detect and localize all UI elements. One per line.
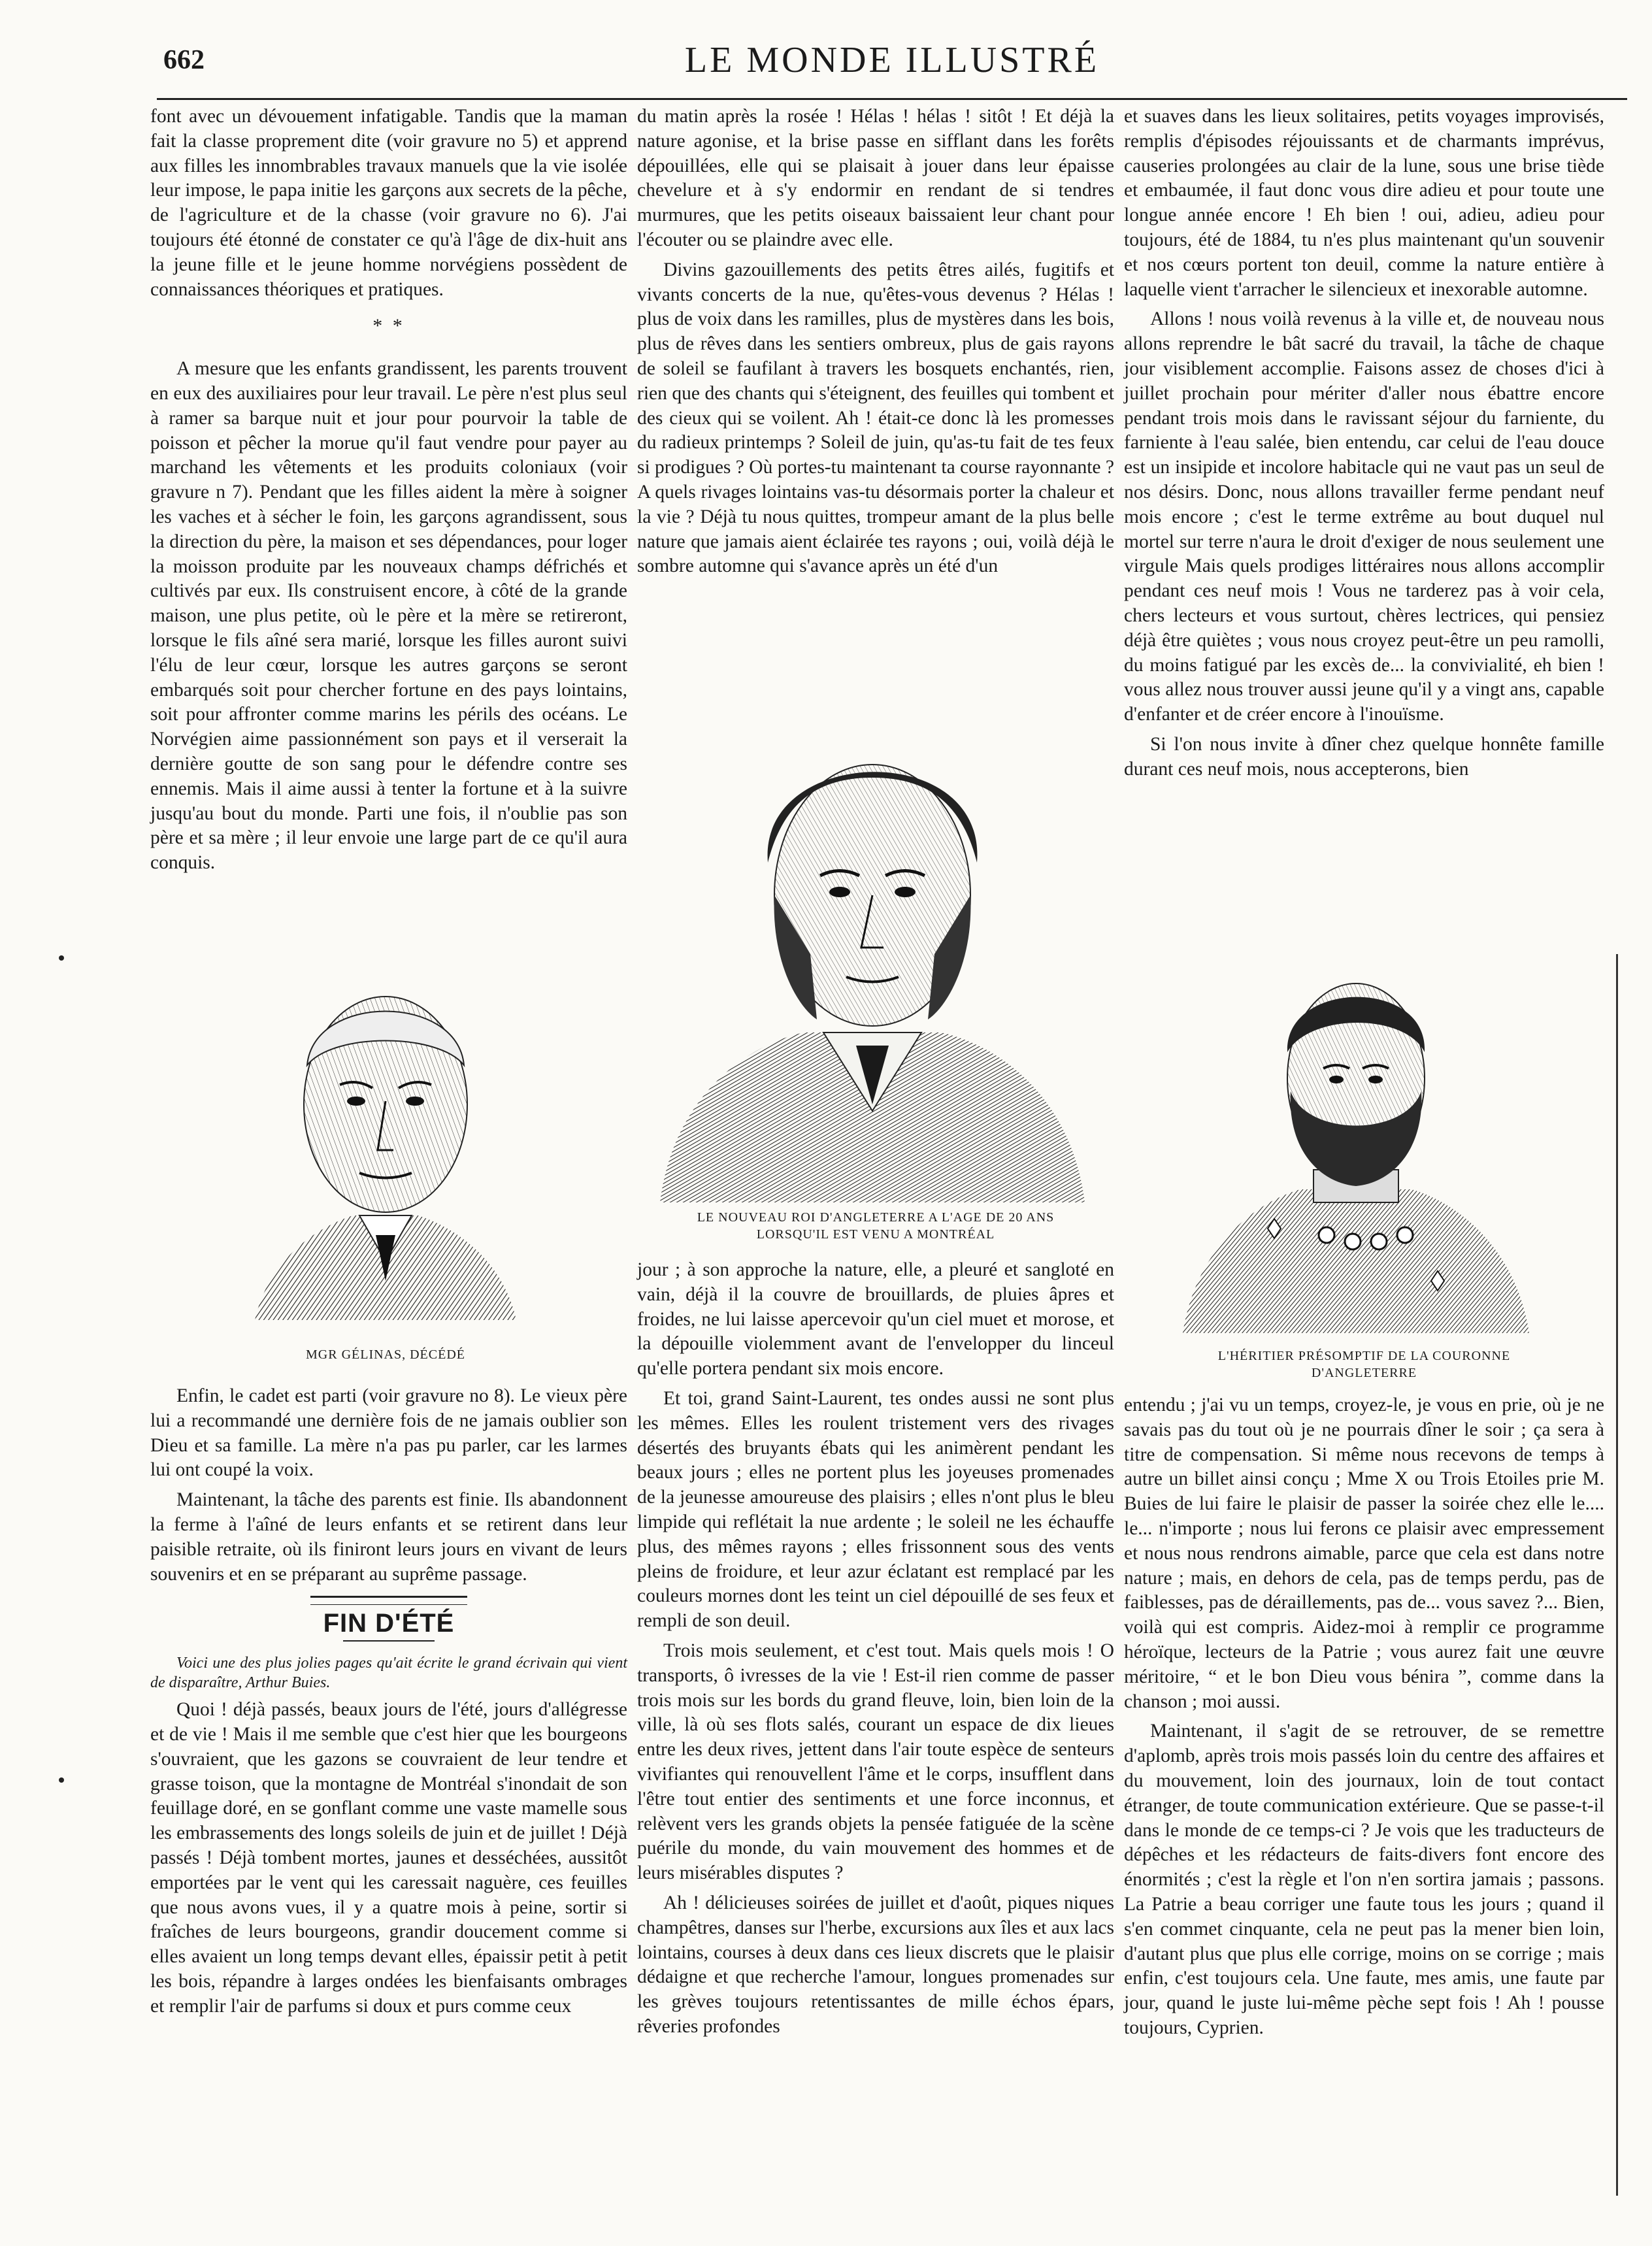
paragraph: Allons ! nous voilà revenus à la ville et, de nouveau nous allons reprendre le bât sacré du travail, la tâche de chaque jour visiblement accomplie. Faisons assez de choses d'ici à juillet prochain pour mériter d'aller nous ébattre encore pendant trois mois dans le ravissant séjour du farniente, du farniente à l'eau salée, bien entendu, car celui de l'eau douce est un insipide et incolore habitacle qui ne vaut pas un seul de nos désirs. Donc, nous allons travailler ferme pendant neuf mois encore ; c'est le terme extrême au bout duquel nul mortel sur terre n'aura le droit d'exiger de nous seulement une virgule Mais quels prodiges littéraires nous allons accomplir pendant ces neuf mois ! Vous ne tarderez pas à voir cela, chers lecteurs et vous surtout, chères lectrices, qui pensiez déjà être quiètes ; vous nous croyez peut-être un peu ramolli, du moins fatigué par les excès de... la convivialité, eh bien ! vous allez nous trouver aussi jeune qu'il y a vingt ans, capable d'enfanter et de créer encore à l'inouïsme.: [1124, 308, 1604, 725]
column-1: [150, 105, 627, 881]
paragraph: et suaves dans les lieux solitaires, petits voyages improvisés, remplis d'épisodes réjouissants et de charmants imprévus, causeries prolongées au clair de la lune, sous une brise tiède et embaumée, il faut donc vous dire adieu et pour toute une longue année encore ! Eh bien ! oui, adieu, adieu pour toujours, été de 1884, tu n'es plus maintenant qu'un souvenir et nos cœurs portent ton deuil, comme la nature entière à laquelle vient t'arracher le silencieux et inexorable automne.: [1124, 106, 1604, 300]
column-2: [637, 105, 1114, 584]
portrait-gelinas: [242, 954, 529, 1320]
paragraph: Trois mois seulement, et c'est tout. Mais quels mois ! O transports, ô ivresses de la vie ! Est-il rien comme de passer trois mois sur les bords du grand fleuve, loin, bien loin de la ville, là où ses flots salés, courant un espace de dix lieues entre les deux rives, jettent dans l'air toute espèce de senteurs vivifiantes qui renouvellent l'âme et le corps, insufflent dans l'être tout entier des sentiments et une force inconnus, et relèvent vers les grands objets la pensée fatiguée de la scène puérile du monde, du vain mouvement des hommes et de leurs misérables disputes ?: [637, 1640, 1114, 1884]
page-edge-line: [1616, 954, 1618, 2196]
figure-caption-king-line1: LE NOUVEAU ROI D'ANGLETERRE A L'AGE DE 20 ANS: [697, 1210, 1055, 1225]
intro-note: Voici une des plus jolies pages qu'ait écrite le grand écrivain qui vient de disparaître, Arthur Buies.: [150, 1655, 627, 1692]
paragraph: Et toi, grand Saint-Laurent, tes ondes aussi ne sont plus les mêmes. Elles les roulent tristement vers des rivages désertés des bruyants ébats qui les animèrent pendant les beaux jours ; elles ne portent plus les joyeuses promenades de la jeunesse amoureuse des plaisirs ; elles n'ont plus le bleu limpide qui reflétait la nue ardente ; le soleil ne les échauffe plus, des mêmes rayons ; elles frissonnent sous des vents pleins de froidure, et leur azur éclatant est remplacé par les couleurs mornes dont les teint un ciel dépouillé de ses feux et rempli de son deuil.: [637, 1387, 1114, 1632]
header-rule: [157, 98, 1627, 100]
paragraph: Ah ! délicieuses soirées de juillet et d'août, piques niques champêtres, danses sur l'herbe, excursions aux îles et aux lacs lointains, courses à deux dans ces lieux discrets que le plaisir dédaigne et que recherche l'amour, longues promenades sur les grèves toujours retentissantes de mille échos épars, rêveries profondes: [637, 1892, 1114, 2037]
paragraph: du matin après la rosée ! Hélas ! hélas ! sitôt ! Et déjà la nature agonise, et la brise passe en sifflant dans les forêts dépouillées, elle qui se plaisait à jouer dans leur épaisse chevelure et à s'y endormir en rendant de si tendres murmures, que les petits oiseaux baissaient leur chant pour l'écouter ou se plaindre avec elle.: [637, 106, 1114, 250]
paragraph: Si l'on nous invite à dîner chez quelque honnête famille durant ces neuf mois, nous accepterons, bien: [1124, 733, 1604, 780]
paragraph: Maintenant, la tâche des parents est finie. Ils abandonnent la ferme à l'aîné de leurs enfants et se retirent dans leur paisible retraite, où ils finiront leurs jours en vivant de leurs souvenirs et en se préparant au suprême passage.: [150, 1489, 627, 1585]
page-header: [157, 39, 1627, 91]
engraving-portrait-image: [1170, 941, 1542, 1333]
page-number: 662: [163, 45, 205, 75]
paragraph: A mesure que les enfants grandissent, les parents trouvent en eux des auxiliaires pour leur travail. Le père n'est plus seul à ramer sa barque nuit et jour pour pourvoir la table de poisson et pêcher la morue qu'il faut vendre pour payer au marchand les vêtements et les produits coloniaux (voir gravure n 7). Pendant que les filles aident la mère à soigner les vaches et à sécher le foin, les garçons agrandissent, sous la direction du père, la maison et ses dépendances, pour loger la moisson produite par les nouveaux champs défrichés et cultivés par eux. Ils construisent encore, à côté de la grande maison, une plus petite, où le père et la mère se retireront, lorsque le fils aîné sera marié, lorsque les filles auront suivi l'élu de leur cœur, lorsque les autres garçons se seront embarqués soit pour chercher fortune en des pays lointains, soit pour affronter comme marins les périls des océans. Le Norvégien aime passionnément son pays et il verserait la dernière goutte de son sang pour le défendre contre ses ennemis. Mais il aime aussi à tenter la fortune et à la suivre jusqu'au bout du monde. Parti une fois, il n'oublie pas son père et sa mère ; il leur envoie une large part de ce qu'il aura conquis.: [150, 358, 627, 874]
figure-caption-heir-line1: L'HÉRITIER PRÉSOMPTIF DE LA COURONNE: [1217, 1349, 1511, 1363]
paragraph: Maintenant, il s'agit de se retrouver, de se remettre d'aplomb, après trois mois passés loin du centre des affaires et du mouvement, loin des journaux, loin de tout contact étranger, de toute communication extérieure. Que se passe-t-il dans le monde de ce temps-ci ? Je vois que les traducteurs de dépêches et les rédacteurs de faits-divers font encore des énormités ; c'est la règle et l'on n'en sortira jamais ; passons. La Patrie a beau corriger une faute tous les jours ; quand il s'en commet cinquante, cela ne peut pas la mener bien loin, d'autant plus que plus elle corrige, moins on se corrige ; mais enfin, c'est toujours cela. Une faute, mes amis, une faute par jour, quand le juste lui-même pèche sept fois ! Ah ! pousse toujours, Cyprien.: [1124, 1721, 1604, 2038]
paragraph: Enfin, le cadet est parti (voir gravure no 8). Le vieux père lui a recommandé une dernière fois de ne jamais oublier son Dieu et sa famille. La mère n'a pas pu parler, car les larmes lui ont coupé la voix.: [150, 1385, 627, 1481]
figure-caption-gelinas: MGR GÉLINAS, DÉCÉDÉ: [306, 1347, 465, 1362]
figure-caption-king-line2: LORSQU'IL EST VENU A MONTRÉAL: [756, 1227, 995, 1242]
section-separator: * *: [372, 315, 405, 337]
section-title: FIN D'ÉTÉ: [323, 1609, 455, 1638]
figure-caption-heir-line2: D'ANGLETERRE: [1311, 1366, 1417, 1380]
paragraph: font avec un dévouement infatigable. Tandis que la maman fait la classe proprement dite (voir gravure no 5) et apprend aux filles les innombrables travaux manuels que la vie isolée leur impose, le papa initie les garçons aux secrets de la pêche, de l'agriculture et de la chasse (voir gravure no 6). J'ai toujours été étonné de constater ce qu'à l'âge de dix-huit ans la jeune fille et le jeune homme norvégiens possèdent de connaissances théoriques et pratiques.: [150, 106, 627, 300]
masthead: LE MONDE ILLUSTRÉ: [684, 40, 1100, 80]
page-mark: [59, 1777, 64, 1783]
paragraph: Quoi ! déjà passés, beaux jours de l'été, jours d'allégresse et de vie ! Mais il me semble que c'est hier que les bourgeons s'ouvraient, que les gazons se couvraient de leur tendre et grasse toison, que la montagne de Montréal s'inondait de son feuillage doré, en se gonflant comme une vaste mamelle sous les embrassements des longs soleils de juin et de juillet ! Déjà passés ! Déjà tombent mortes, jaunes et desséchées, aussitôt emportées par le vent qui les caressait naguère, ces feuilles que nous avons vues, il y a quatre mois à peine, sortir si fraîches de leurs bourgeons, grandir doucement comme si elles avaient un long temps devant elles, épaissir petit à petit les bois, répandre à larges ondées les bienfaisants ombrages et remplir l'air de parfums si doux et purs comme ceux: [150, 1699, 627, 2017]
column-3: [1124, 105, 1604, 787]
portrait-king: [647, 680, 1098, 1202]
column-3-lower: [1124, 1393, 1604, 2046]
paragraph: entendu ; j'ai vu un temps, croyez-le, je vous en prie, où je ne savais pas du tout où je ne pourrais dîner le soir ; ça sera à titre de compensation. Si même nous recevons de temps à autre un billet ainsi conçu ; Mme X ou Trois Etoiles prie M. Buies de lui faire le plaisir de passer la soirée chez elle le.... le... n'importe ; nous lui ferons ce plaisir avec empressement et nous nous rendrons aimable, parce que cela est dans notre nature ; mais, en dehors de cela, pas de temps perdu, pas de faiblesses, pas de déraillements, pas de... vous savez ?... Bien, voilà qui est compris. Aidez-moi à remplir ce programme héroïque, lecteurs de la Patrie ; vous aurez fait une œuvre méritoire, “ et le bon Dieu vous bénira ”, comme dans la chanson ; moi aussi.: [1124, 1395, 1604, 1712]
title-underline: [343, 1640, 435, 1642]
column-1-lower: [150, 1384, 627, 2024]
portrait-heir: [1170, 941, 1542, 1333]
paragraph: Divins gazouillements des petits êtres ailés, fugitifs et vivants concerts de la nue, qu'êtes-vous devenus ? Hélas ! plus de voix dans les ramilles, plus de mystères dans les bois, plus de rêves dans les sentiers ombreux, plus de gais rayons de soleil se faufilant à travers les bosquets enchantés, rien, rien que des chants qui s'éteignent, des feuilles qui tombent et des cieux qui se voilent. Ah ! était-ce donc là les promesses du radieux printemps ? Soleil de juin, qu'as-tu fait de tes feux si prodigues ? Où portes-tu maintenant ta course rayonnante ? A quels rivages lointains vas-tu désormais porter la chaleur et la vie ? Déjà tu nous quittes, trompeur amant de la plus belle nature que jamais aient éclairée tes rayons ; oui, voilà déjà le sombre automne qui s'avance après un été d'un: [637, 259, 1114, 577]
ornament-divider: [310, 1596, 467, 1605]
engraving-portrait-image: [647, 680, 1098, 1202]
column-2-lower: [637, 1258, 1114, 2045]
paragraph: jour ; à son approche la nature, elle, a pleuré et sangloté en vain, déjà il la couvre de brouillards, de pluies âpres et froides, ne lui laisse apercevoir qu'un ciel muet et morose, et la dépouille violemment avant de l'envelopper du linceul qu'elle portera pendant six mois encore.: [637, 1259, 1114, 1379]
engraving-portrait-image: [242, 954, 529, 1320]
page-mark: [59, 955, 64, 961]
